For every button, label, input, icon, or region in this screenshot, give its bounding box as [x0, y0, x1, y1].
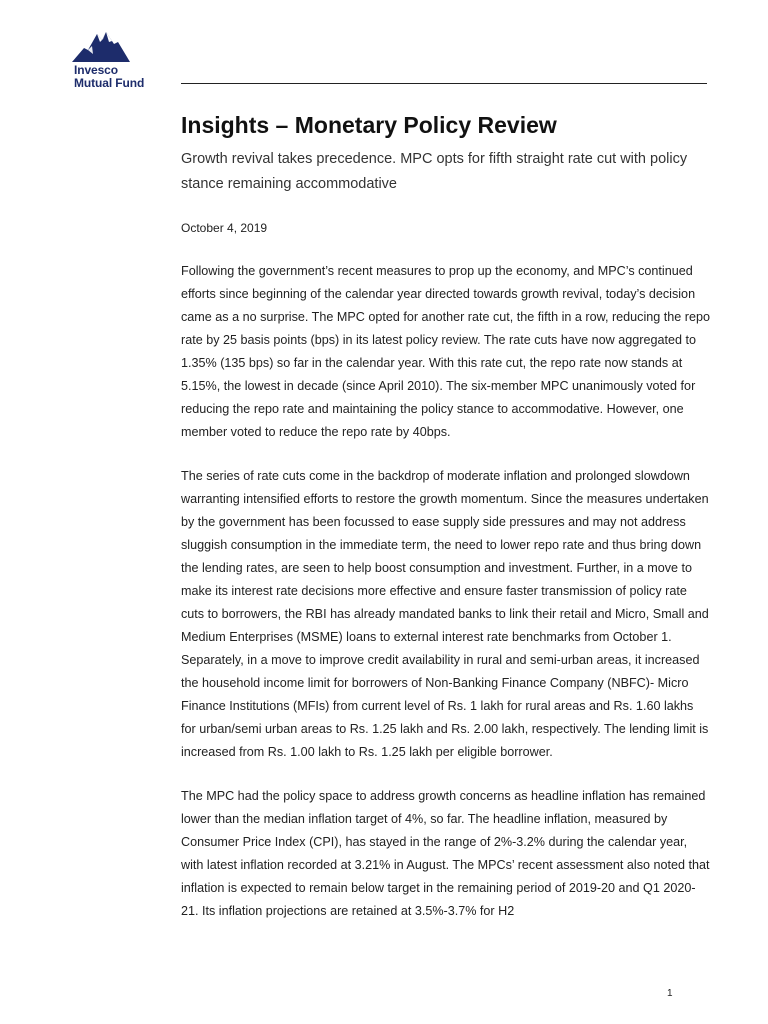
brand-subtitle: Mutual Fund	[74, 76, 145, 90]
paragraph-2: The series of rate cuts come in the backdrop of moderate inflation and prolonged slowdown warranting intensified efforts to restore the growth momentum. Since the measures undertaken by the government has been focussed to ease supply side pressures and may not address sluggish consumption in the immediate term, the need to lower repo rate and thus bring down the lending rates, are seen to help boost consumption and investment. Further, in a move to make its interest rate decisions more effective and ensure faster transmission of policy rate cuts to borrowers, the RBI has already mandated banks to link their retail and Micro, Small and Medium Enterprises (MSME) loans to external interest rate benchmarks from October 1. Separately, in a move to improve credit availability in rural and semi-urban areas, it increased the household income limit for borrowers of Non-Banking Finance Company (NBFC)- Micro Finance Institutions (MFIs) from current level of Rs. 1 lakh for rural areas and Rs. 1.60 lakhs for urban/semi urban areas to Rs. 1.25 lakh and Rs. 2.00 lakh, respectively. The lending limit is increased from Rs. 1.00 lakh to Rs. 1.25 lakh per eligible borrower.	[181, 469, 709, 759]
brand-logo	[72, 28, 164, 90]
brand-name: Invesco	[74, 63, 118, 77]
page-title: Insights – Monetary Policy Review	[181, 112, 557, 138]
page-subtitle: Growth revival takes precedence. MPC opts for fifth straight rate cut with policy stance remaining accommodative	[181, 151, 688, 192]
document-body	[181, 108, 711, 923]
mountain-logo-icon	[72, 28, 132, 64]
header-divider	[181, 83, 707, 84]
paragraph-1: Following the government’s recent measures to prop up the economy, and MPC’s continued efforts since beginning of the calendar year directed towards growth revival, today’s decision came as a no surprise. The MPC opted for another rate cut, the fifth in a row, reducing the repo rate by 25 basis points (bps) in its latest policy review. The rate cuts have now aggregated to 1.35% (135 bps) so far in the calendar year. With this rate cut, the repo rate now stands at 5.15%, the lowest in decade (since April 2010). The six-member MPC unanimously voted for reducing the repo rate and maintaining the policy stance to accommodative. However, one member voted to reduce the repo rate by 40bps.	[181, 264, 710, 439]
publication-date: October 4, 2019	[181, 221, 268, 235]
paragraph-3: The MPC had the policy space to address growth concerns as headline inflation has remained lower than the median inflation target of 4%, so far. The headline inflation, measured by Consumer Price Index (CPI), has stayed in the range of 2%-3.2% during the calendar year, with latest inflation recorded at 3.21% in August. The MPCs’ recent assessment also noted that inflation is expected to remain below target in the remaining period of 2019-20 and Q1 2020-21. Its inflation projections are retained at 3.5%-3.7% for H2	[181, 789, 710, 918]
page-number: 1	[667, 988, 673, 999]
